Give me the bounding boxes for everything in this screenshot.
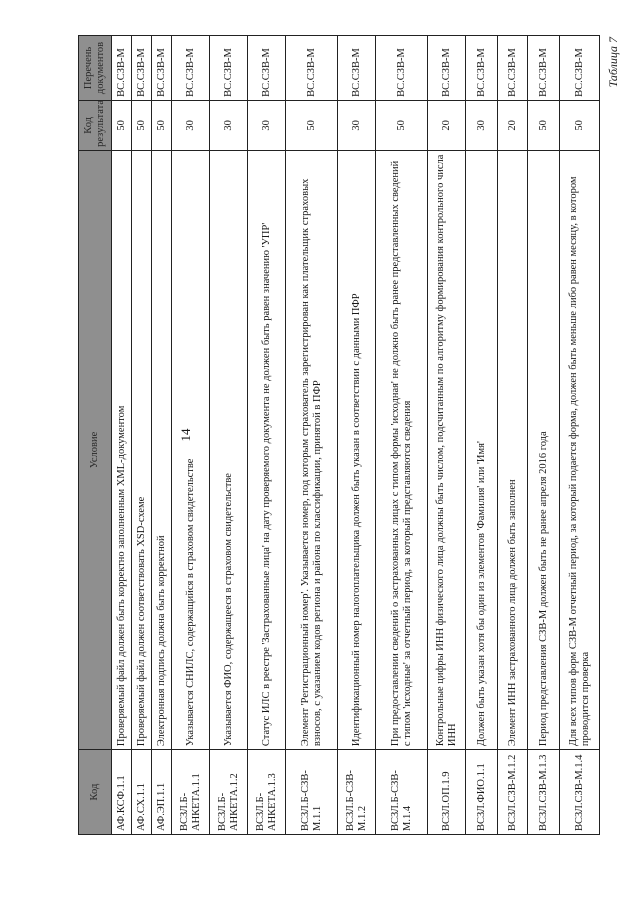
row-condition: Идентификационный номер налогоплательщика должен быть указан в соответствии с данными ПФР — [338, 150, 376, 749]
row-docs: ВС.СЗВ-М — [338, 36, 376, 101]
row-condition: Для всех типов форм СЗВ-М отчетный период, за который подается форма, должен быть меньше либо равен месяцу, в котором проводится проверка — [560, 150, 600, 749]
table-row — [152, 36, 172, 835]
row-condition: Электронная подпись должна быть корректной — [152, 150, 172, 749]
table-row — [498, 36, 528, 835]
row-code: ВСЗЛ.Б-СЗВ-М.1.4 — [376, 750, 428, 835]
header-code: Код — [79, 750, 112, 835]
row-result-code: 50 — [112, 100, 132, 150]
row-result-code: 50 — [152, 100, 172, 150]
row-result-code: 50 — [376, 100, 428, 150]
row-code: ВСЗЛ.Б-АНКЕТА.1.2 — [210, 750, 248, 835]
row-result-code: 50 — [560, 100, 600, 150]
rules-table — [78, 35, 600, 835]
row-result-code: 30 — [338, 100, 376, 150]
row-docs: ВС.СЗВ-М — [498, 36, 528, 101]
row-condition: Указывается СНИЛС, содержащийся в страховом свидетельстве — [172, 150, 210, 749]
page-number: 14 — [178, 428, 193, 442]
header-docs: Перечень документов — [79, 36, 112, 101]
row-result-code: 30 — [248, 100, 286, 150]
table-row — [286, 36, 338, 835]
table-row — [210, 36, 248, 835]
row-condition: При предоставлении сведений о застрахованных лицах с типом формы 'исходная' не должно быть ранее представленных сведений с типом 'исходные' за отчетный период, за который представляются сведения — [376, 150, 428, 749]
row-docs: ВС.СЗВ-М — [172, 36, 210, 101]
row-code: АФ.СХ.1.1 — [132, 750, 152, 835]
row-code: ВСЗЛ.СЗВ-М.1.4 — [560, 750, 600, 835]
table-row — [132, 36, 152, 835]
row-condition: Должен быть указан хотя бы один из элементов 'Фамилия' или 'Имя' — [466, 150, 498, 749]
row-condition: Контрольные цифры ИНН физического лица должны быть числом, подсчитанным по алгоритму формирования контрольного числа ИНН — [428, 150, 466, 749]
table-row — [560, 36, 600, 835]
row-code: АФ.ЭП.1.1 — [152, 750, 172, 835]
row-result-code: 20 — [428, 100, 466, 150]
row-condition: Период представления СЗВ-М должен быть не ранее апреля 2016 года — [528, 150, 560, 749]
row-code: ВСЗЛ.СЗВ-М.1.3 — [528, 750, 560, 835]
table-row — [248, 36, 286, 835]
row-docs: ВС.СЗВ-М — [152, 36, 172, 101]
header-condition: Условие — [79, 150, 112, 749]
table-row — [466, 36, 498, 835]
table-row — [428, 36, 466, 835]
table-title: Таблица 7 — [606, 37, 620, 88]
row-code: ВСЗЛ.Б-СЗВ-М.1.2 — [338, 750, 376, 835]
row-docs: ВС.СЗВ-М — [560, 36, 600, 101]
row-code: ВСЗЛ.Б-АНКЕТА.1.3 — [248, 750, 286, 835]
table-row — [528, 36, 560, 835]
row-docs: ВС.СЗВ-М — [376, 36, 428, 101]
row-docs: ВС.СЗВ-М — [466, 36, 498, 101]
row-result-code: 30 — [172, 100, 210, 150]
row-docs: ВС.СЗВ-М — [428, 36, 466, 101]
row-code: ВСЗЛ.Б-АНКЕТА.1.1 — [172, 750, 210, 835]
row-code: ВСЗЛ.Б-СЗВ-М.1.1 — [286, 750, 338, 835]
table-row — [376, 36, 428, 835]
row-condition: Проверяемый файл должен соответствовать XSD-схеме — [132, 150, 152, 749]
row-docs: ВС.СЗВ-М — [132, 36, 152, 101]
row-docs: ВС.СЗВ-М — [210, 36, 248, 101]
table-header-row — [79, 36, 112, 835]
rotated-document-page — [78, 35, 638, 835]
row-result-code: 50 — [528, 100, 560, 150]
table-row — [112, 36, 132, 835]
row-condition: Статус ИЛС в реестре 'Застрахованные лица' на дату проверяемого документа не должен быть равен значению 'УПР' — [248, 150, 286, 749]
row-result-code: 50 — [286, 100, 338, 150]
row-result-code: 30 — [466, 100, 498, 150]
row-result-code: 50 — [132, 100, 152, 150]
header-result: Код результата — [79, 100, 112, 150]
row-condition: Проверяемый файл должен быть корректно заполненным XML-документом — [112, 150, 132, 749]
row-condition: Элемент 'Регистрационный номер'. Указывается номер, под которым страхователь зарегистрирован как плательщик страховых взносов, с указанием кодов региона и района по классификации, принятой в ПФР — [286, 150, 338, 749]
row-code: ВСЗЛ.ФИО.1.1 — [466, 750, 498, 835]
row-result-code: 30 — [210, 100, 248, 150]
row-code: ВСЗЛ.СЗВ-М.1.2 — [498, 750, 528, 835]
row-docs: ВС.СЗВ-М — [112, 36, 132, 101]
row-result-code: 20 — [498, 100, 528, 150]
row-docs: ВС.СЗВ-М — [286, 36, 338, 101]
row-docs: ВС.СЗВ-М — [528, 36, 560, 101]
row-code: АФ.КСФ.1.1 — [112, 750, 132, 835]
row-docs: ВС.СЗВ-М — [248, 36, 286, 101]
row-code: ВСЗЛ.ОП.1.9 — [428, 750, 466, 835]
table-row — [338, 36, 376, 835]
row-condition: Элемент ИНН застрахованного лица должен быть заполнен — [498, 150, 528, 749]
row-condition: Указывается ФИО, содержащееся в страховом свидетельстве — [210, 150, 248, 749]
